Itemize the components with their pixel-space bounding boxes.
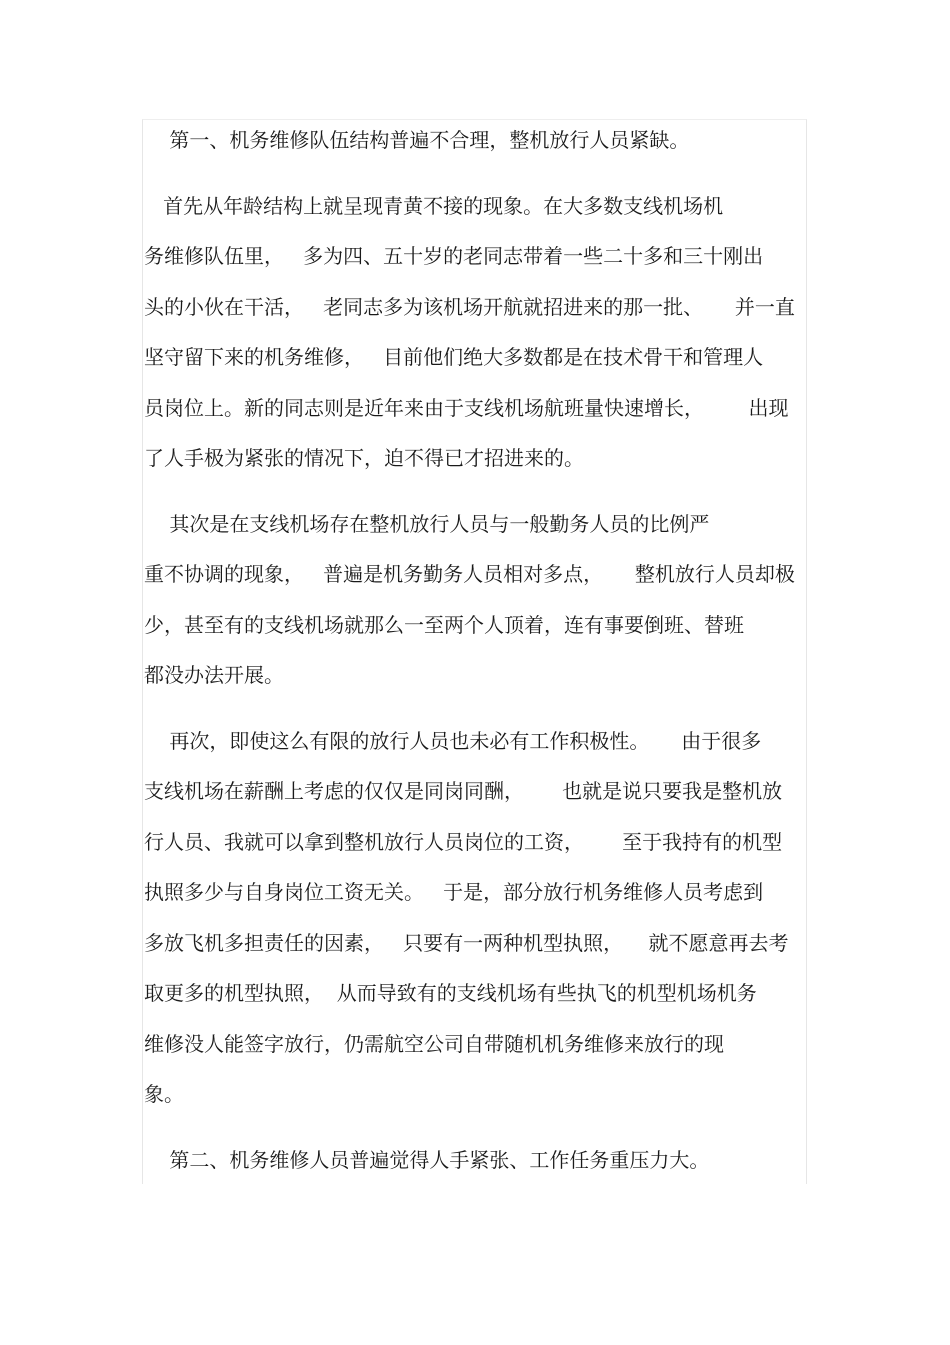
- text-line: 重不协调的现象， 普遍是机务勤务人员相对多点， 整机放行人员却极: [144, 562, 795, 586]
- text-line: 支线机场在薪酬上考虑的仅仅是同岗同酬， 也就是说只要我是整机放: [144, 779, 783, 803]
- text-line: 多放飞机多担责任的因素， 只要有一两种机型执照， 就不愿意再去考: [144, 930, 789, 955]
- text-line: 象。: [144, 1082, 184, 1106]
- text-line: 再次，即使这么有限的放行人员也未必有工作积极性。 由于很多: [144, 728, 762, 753]
- text-line: 其次是在支线机场存在整机放行人员与一般勤务人员的比例严: [144, 511, 710, 536]
- paragraph-heading-1: [144, 115, 806, 166]
- paragraph-staff-ratio: [144, 499, 806, 701]
- text-line: 员岗位上。新的同志则是近年来由于支线机场航班量快速增长， 出现: [144, 395, 789, 420]
- text-line: 头的小伙在干活， 老同志多为该机场开航就招进来的那一批、 并一直: [144, 294, 795, 319]
- document-body: [144, 120, 806, 1185]
- text-line: 行人员、我就可以拿到整机放行人员岗位的工资， 至于我持有的机型: [144, 829, 783, 854]
- paragraph-gap: [144, 166, 806, 181]
- text-line: 维修没人能签字放行，仍需航空公司自带随机机务维修来放行的现: [144, 1031, 724, 1056]
- paragraph-motivation: [144, 716, 806, 1120]
- text-line: 坚守留下来的机务维修， 目前他们绝大多数都是在技术骨干和管理人: [144, 345, 764, 369]
- paragraph-gap: [144, 701, 806, 716]
- text-line: 首先从年龄结构上就呈现青黄不接的现象。在大多数支线机场机: [144, 193, 724, 218]
- text-line: 了人手极为紧张的情况下，迫不得已才招进来的。: [144, 446, 584, 470]
- text-line: 取更多的机型执照， 从而导致有的支线机场有些执飞的机型机场机务: [144, 981, 757, 1005]
- paragraph-heading-2: [144, 1135, 806, 1186]
- text-line: 第一、机务维修队伍结构普遍不合理，整机放行人员紧缺。: [144, 128, 690, 152]
- text-line: 少，甚至有的支线机场就那么一至两个人顶着，连有事要倒班、替班: [144, 612, 744, 637]
- text-line: 执照多少与自身岗位工资无关。 于是，部分放行机务维修人员考虑到: [144, 880, 764, 904]
- text-line: 务维修队伍里， 多为四、五十岁的老同志带着一些二十多和三十刚出: [144, 244, 764, 268]
- paragraph-gap: [144, 484, 806, 499]
- paragraph-age-structure: [144, 181, 806, 484]
- paragraph-gap: [144, 1120, 806, 1135]
- text-line: 第二、机务维修人员普遍觉得人手紧张、工作任务重压力大。: [144, 1147, 710, 1172]
- text-line: 都没办法开展。: [144, 663, 284, 687]
